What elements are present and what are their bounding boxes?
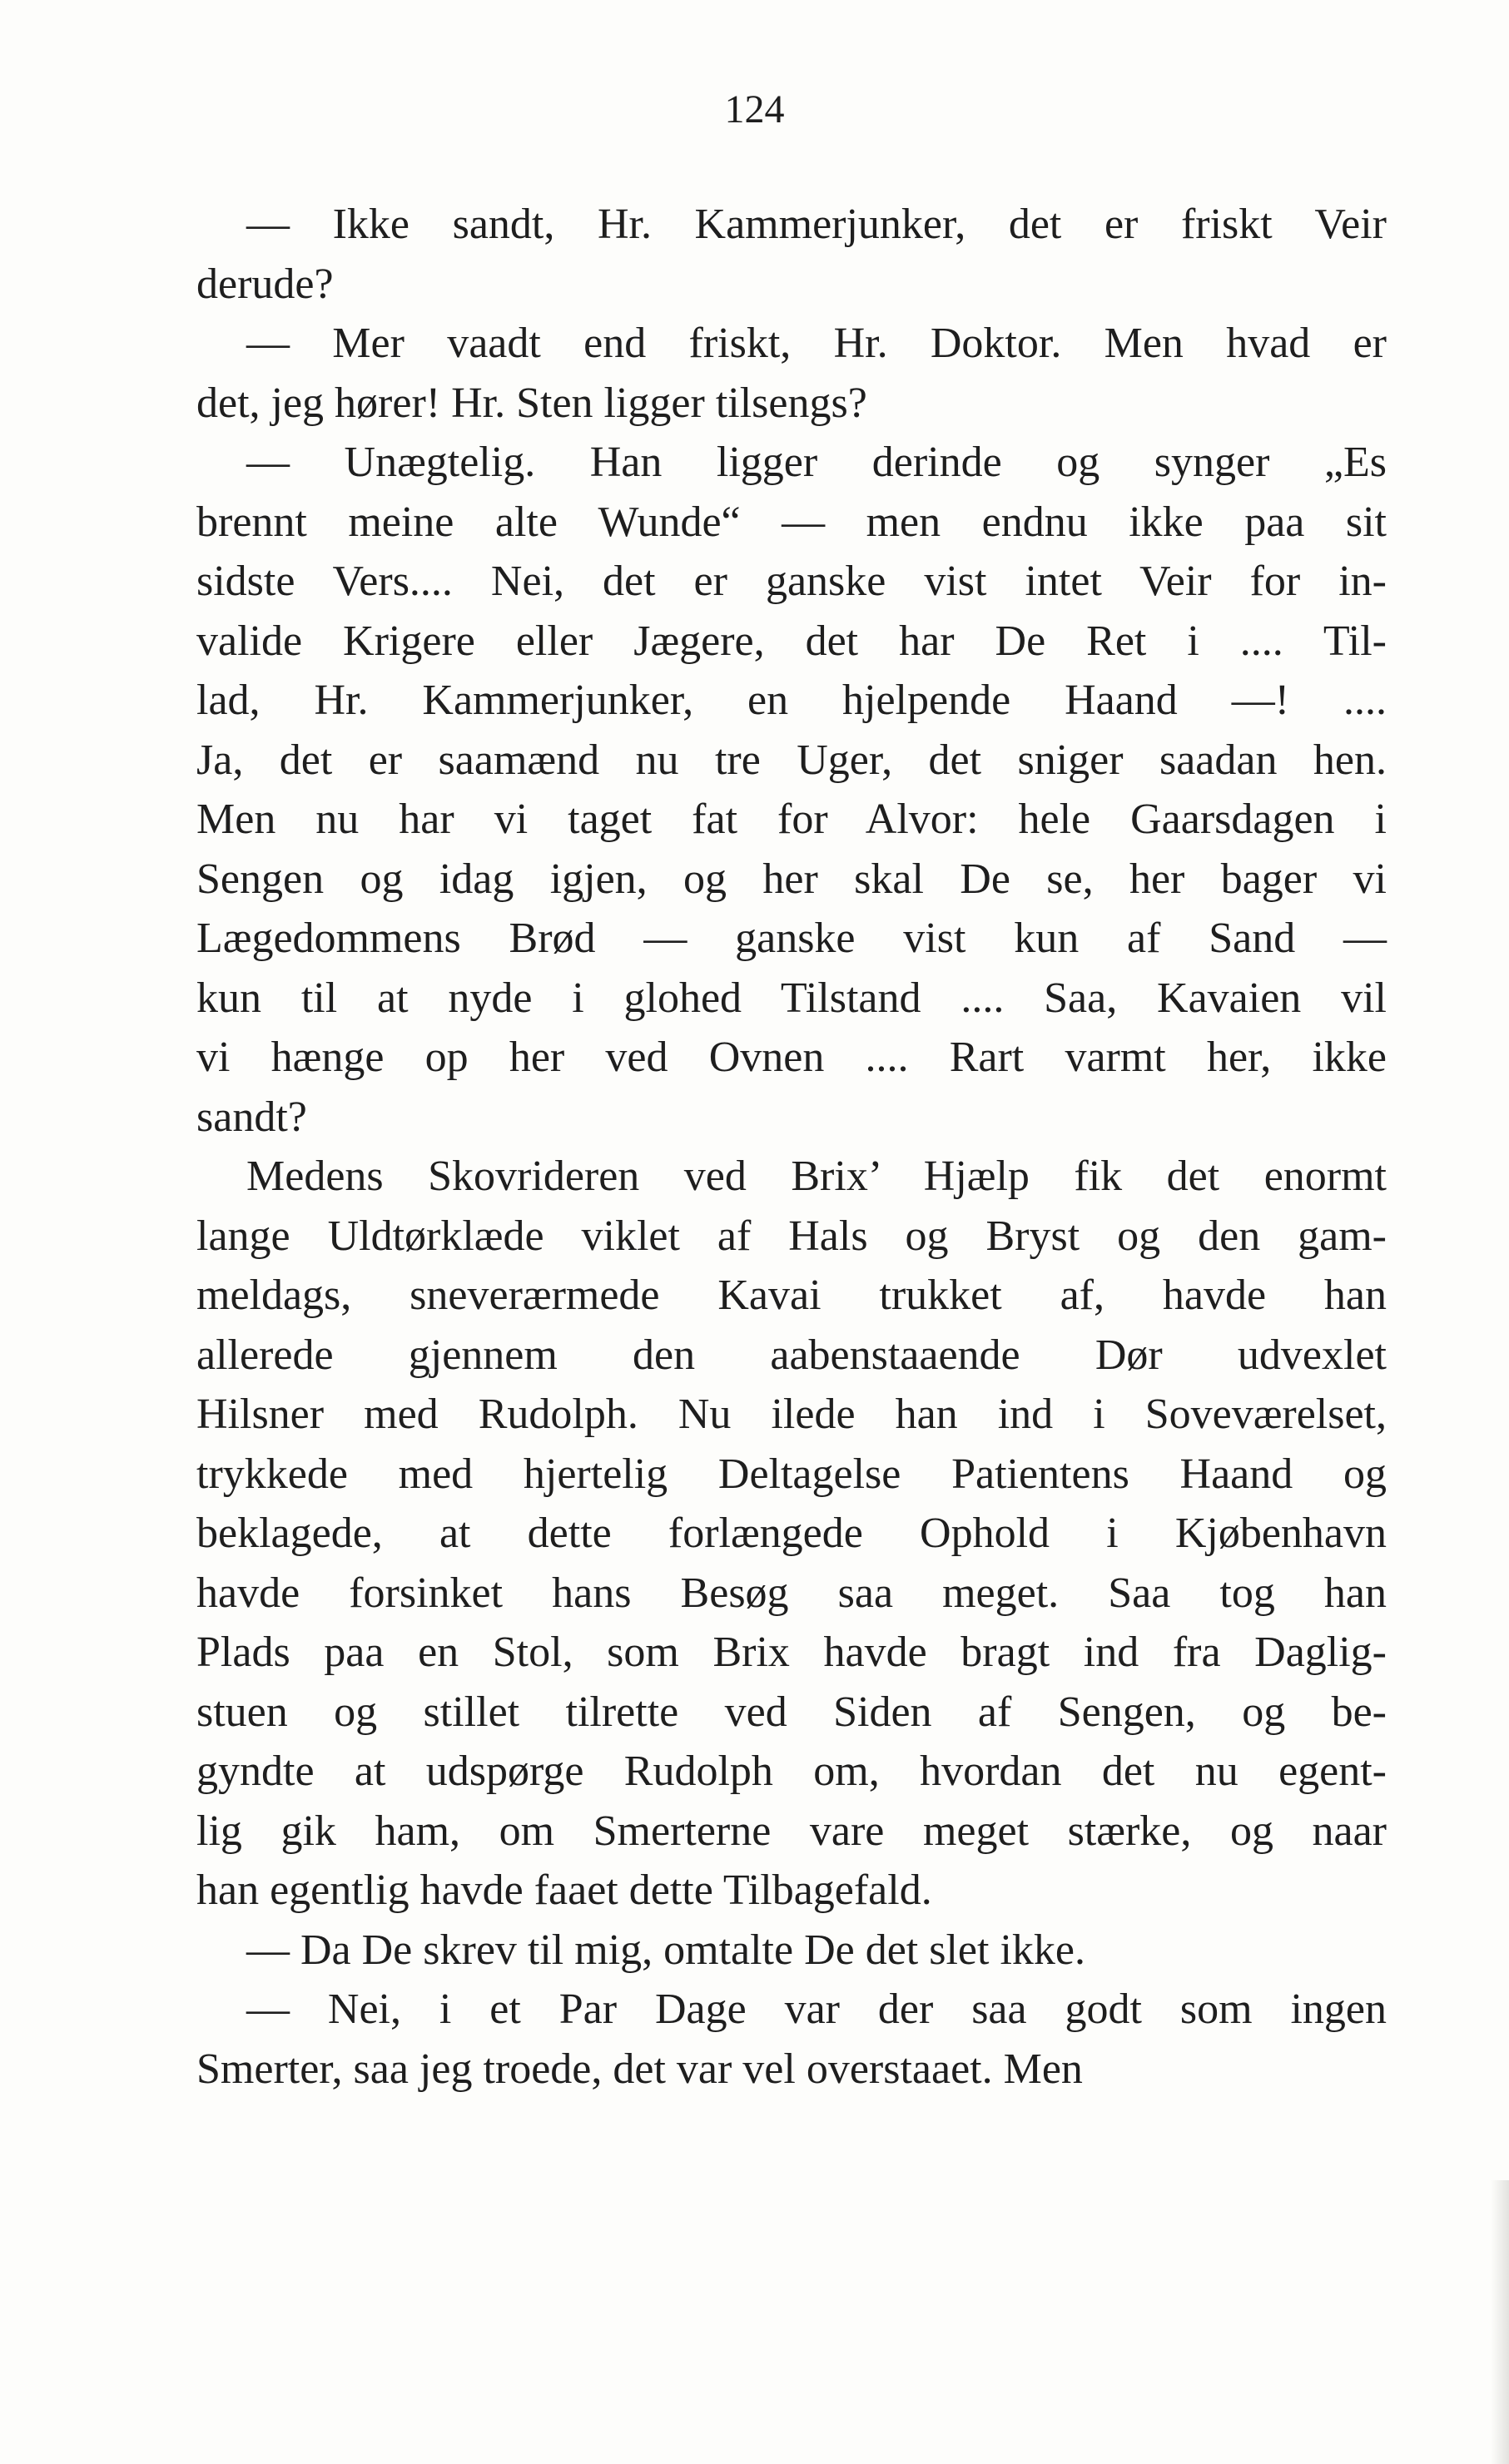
text-line: meldags, sneverærmede Kavai trukket af, havde han bbox=[196, 1272, 1387, 1319]
text-line: derude? bbox=[196, 260, 334, 308]
text-line: trykkede med hjertelig Deltagelse Patientens Haand og bbox=[196, 1450, 1387, 1498]
text-line: stuen og stillet tilrette ved Siden af Sengen, og be- bbox=[196, 1688, 1387, 1736]
text-line: allerede gjennem den aabenstaaende Dør udvexlet bbox=[196, 1331, 1387, 1379]
text-line: — Nei, i et Par Dage var der saa godt som ingen bbox=[246, 1986, 1387, 2033]
text-line: Sengen og idag igjen, og her skal De se, her bager vi bbox=[196, 855, 1387, 903]
paragraph bbox=[196, 314, 1387, 433]
text-line: Medens Skovrideren ved Brix’ Hjælp fik det enormt bbox=[246, 1153, 1387, 1200]
text-line: Hilsner med Rudolph. Nu ilede han ind i Soveværelset, bbox=[196, 1391, 1387, 1438]
text-line: han egentlig havde faaet dette Tilbagefald. bbox=[196, 1867, 932, 1914]
text-line: beklagede, at dette forlængede Ophold i Kjøbenhavn bbox=[196, 1510, 1387, 1557]
text-line: Men nu har vi taget fat for Alvor: hele Gaarsdagen i bbox=[196, 796, 1387, 843]
text-line: sandt? bbox=[196, 1093, 307, 1141]
text-line: — Da De skrev til mig, omtalte De det slet ikke. bbox=[246, 1926, 1085, 1974]
page-edge-shadow bbox=[1491, 2180, 1509, 2464]
page-number: 124 bbox=[724, 87, 785, 131]
paragraph bbox=[196, 433, 1387, 1147]
text-line: lad, Hr. Kammerjunker, en hjelpende Haand —! .... bbox=[196, 677, 1387, 724]
paragraph bbox=[196, 1980, 1387, 2099]
text-line: lig gik ham, om Smerterne vare meget stærke, og naar bbox=[196, 1807, 1387, 1855]
text-line: — Ikke sandt, Hr. Kammerjunker, det er friskt Veir bbox=[246, 201, 1387, 248]
paragraph bbox=[196, 195, 1387, 314]
text-line: lange Uldtørklæde viklet af Hals og Bryst og den gam- bbox=[196, 1212, 1387, 1260]
paragraph bbox=[196, 1921, 1387, 1981]
text-line: valide Krigere eller Jægere, det har De Ret i .... Til- bbox=[196, 617, 1387, 665]
text-line: Ja, det er saamænd nu tre Uger, det sniger saadan hen. bbox=[196, 736, 1387, 784]
text-line: sidste Vers.... Nei, det er ganske vist intet Veir for in- bbox=[196, 558, 1387, 605]
text-line: gyndte at udspørge Rudolph om, hvordan det nu egent- bbox=[196, 1748, 1387, 1795]
text-line: kun til at nyde i glohed Tilstand .... Saa, Kavaien vil bbox=[196, 974, 1387, 1022]
text-line: havde forsinket hans Besøg saa meget. Saa tog han bbox=[196, 1569, 1387, 1617]
text-line: brennt meine alte Wunde“ — men endnu ikke paa sit bbox=[196, 498, 1387, 546]
text-line: — Mer vaadt end friskt, Hr. Doktor. Men hvad er bbox=[246, 320, 1387, 367]
paragraph bbox=[196, 1147, 1387, 1921]
text-line: Lægedommens Brød — ganske vist kun af Sand — bbox=[196, 915, 1387, 962]
text-line: Smerter, saa jeg troede, det var vel overstaaet. Men bbox=[196, 2045, 1083, 2093]
text-line: vi hænge op her ved Ovnen .... Rart varmt her, ikke bbox=[196, 1034, 1387, 1081]
text-line: det, jeg hører! Hr. Sten ligger tilsengs? bbox=[196, 379, 867, 427]
body-text bbox=[196, 195, 1387, 2099]
text-line: Plads paa en Stol, som Brix havde bragt ind fra Daglig- bbox=[196, 1629, 1387, 1676]
text-line: — Unægtelig. Han ligger derinde og synger „Es bbox=[246, 439, 1387, 486]
